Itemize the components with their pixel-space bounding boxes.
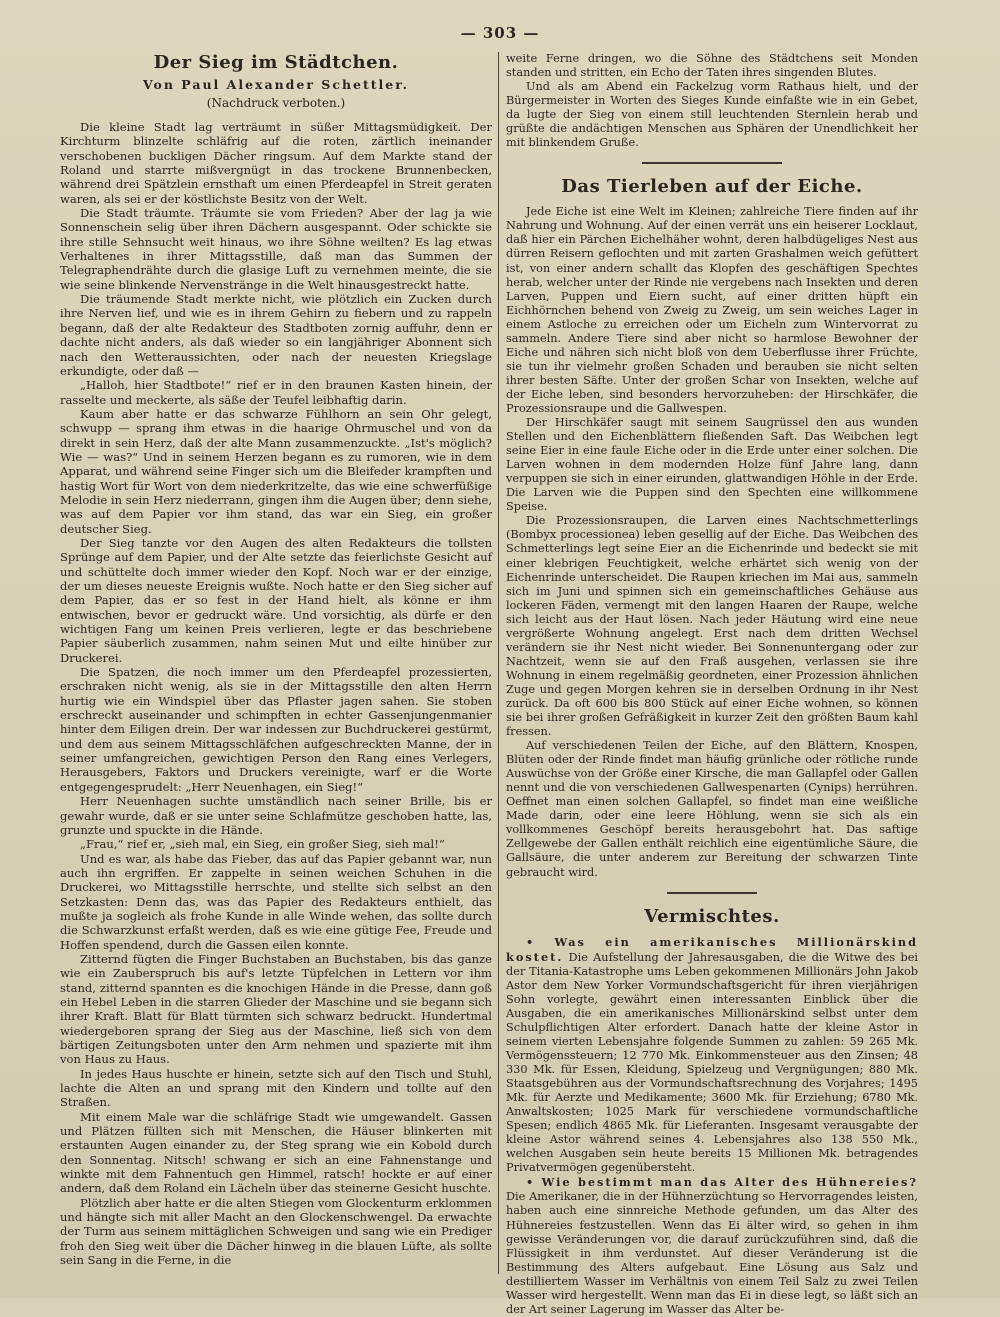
article-byline: Von Paul Alexander Schettler. bbox=[142, 77, 410, 92]
paragraph: Die Spatzen, die noch immer um den Pferdeapfel prozessierten, erschraken nicht wenig, als sie in der Mittagsstille den alten Herrn hurtig wie ein Windspiel über das Pflaster jagen sahen. Sie stoben erschreckt auseinander und schimpften in echter Gassenjungenmanier hinter dem Eiligen drein. Der war indessen zur Buchdruckerei gestürmt, und dem aus seinem Mittagsschläfchen aufgeschreckten Manne, der in seiner umfangreichen, gewichtigen Person den Rang eines Verlegers, Herausgebers, Faktors und Druckers vereinigte, warf er die Worte entgegengesprudelt: „Herr Neuenhagen, ein Sieg!“ bbox=[60, 665, 492, 794]
paragraph: Kaum aber hatte er das schwarze Fühlhorn an sein Ohr gelegt, schwupp — sprang ihm etwas in die haarige Ohrmuschel und von da direkt in sein Herz, daß der alte Mann zusammenzuckte. „Ist's möglich? Wie — was?“ Und in seinem Herzen begann es zu rumoren, wie in dem Apparat, und während seine Finger sich um die Bleifeder krampften und hastig Wort für Wort von dem niederkritzelte, das wie eine schwerfüßige Melodie in sein Herz niederrann, gingen ihm die Augen über; denn siehe, was auf dem Papier vor ihm stand, das war ein Sieg, ein großer deutscher Sieg. bbox=[60, 406, 492, 536]
miscellany-list bbox=[506, 935, 918, 1317]
paragraph: Die kleine Stadt lag verträumt in süßer Mittagsmüdigkeit. Der Kirchturm blinzelte schläfrig auf die roten, zärtlich ineinander verschobenen buckligen Dächer ringsum. Auf dem Markte stand der Roland und starrte mißvergnügt in das trockene Brunnenbecken, während drei Spätzlein ernsthaft um einen Pferdeapfel in Streit geraten waren, als sei er der köstlichste Besitz von der Welt. bbox=[60, 120, 492, 206]
paragraph: Die Stadt träumte. Träumte sie vom Frieden? Aber der lag ja wie Sonnenschein selig über ihren Dächern ausgespannt. Oder schickte sie ihre stille Sehnsucht weit hinaus, wo ihre Söhne weilten? Es lag etwas Verhaltenes in ihrer Mittagsstille, daß man das Summen der Telegraphendrähte durch die glasige Luft zu vernehmen meinte, die sie wie seine blinkende Nervenstränge in die Welt hinausgestreckt hatte. bbox=[60, 206, 492, 292]
article-body bbox=[60, 120, 492, 1268]
paragraph: Plötzlich aber hatte er die alten Stiegen vom Glockenturm erklommen und hängte sich mit aller Macht an den Glockenschwengel. Da erwachte der Turm aus seinem mittäglichen Schweigen und sang wie ein Prediger froh den Sieg weit über die Dächer hinweg in die blauen Lüfte, als sollte sein Sang in die Ferne, in die bbox=[60, 1195, 492, 1268]
column-divider bbox=[498, 52, 499, 1274]
article-body bbox=[506, 205, 918, 879]
page-number: — 303 — bbox=[460, 24, 540, 42]
left-column bbox=[60, 52, 492, 1278]
paragraph: Der Hirschkäfer saugt mit seinem Saugrüssel den aus wunden Stellen und den Eichenblättern fließenden Saft. Das Weibchen legt seine Eier in eine faule Eiche oder in die Erde unter einer solchen. Die Larven wohnen in dem modernden Holze fünf Jahre lang, dann verpuppen sie sich in einer eirunden, glattwandigen Höhle in der Erde. Die Larven wie die Puppen sind den Spechten eine willkommene Speise. bbox=[506, 416, 918, 514]
article-continuation bbox=[506, 52, 918, 150]
paragraph: Die Prozessionsraupen, die Larven eines Nachtschmetterlings (Bombyx processionea) leben gesellig auf der Eiche. Das Weibchen des Schmetterlings legt seine Eier an die Eichenrinde und bedeckt sie mit einer klebrigen Feuchtigkeit, welche erhärtet sich wenig von der Eichenrinde unterscheidet. Die Raupen kriechen im Mai aus, sammeln sich im Juni und spinnen sich ein gemeinschaftliches Gehäuse aus lockeren Fäden, vermengt mit den langen Haaren der Raupe, welche sich leicht aus der Haut lösen. Nach jeder Häutung wird eine neue vergrößerte Wohnung angelegt. Erst nach dem dritten Wechsel verändern sie ihr Nest nicht wieder. Bei Sonnenuntergang oder zur Nachtzeit, wenn sie auf den Fraß ausgehen, verlassen sie ihre Wohnung in einem regelmäßig geordneten, einer Prozession ähnlichen Zuge und gegen Morgen kehren sie in derselben Ordnung in ihr Nest zurück. Da oft 600 bis 800 Stück auf einer Eiche wohnen, so können sie bei ihrer großen Gefräßigkeit in kurzer Zeit den größten Baum kahl fressen. bbox=[506, 514, 918, 739]
paragraph: Der Sieg tanzte vor den Augen des alten Redakteurs die tollsten Sprünge auf dem Papier, und der Alte setzte das feierlichste Gesicht auf und schüttelte doch immer wieder den Kopf. Noch war er der einzige, der um dieses neueste Ereignis wußte. Noch hatte er den Sieg sicher auf dem Papier, das er so fest in der Hand hielt, als könne er ihm entwischen, bevor er gedruckt wäre. Und vorsichtig, als dürfe er den wichtigen Fang um keinen Preis verlieren, legte er das beschriebene Papier säuberlich zusammen, nahm seinen Mut und eilte hinüber zur Druckerei. bbox=[60, 535, 492, 665]
reprint-note: (Nachdruck verboten.) bbox=[206, 96, 346, 110]
article-title: Der Sieg im Städtchen. bbox=[153, 52, 399, 73]
paragraph: Auf verschiedenen Teilen der Eiche, auf den Blättern, Knospen, Blüten oder der Rinde findet man häufig grünliche oder rötliche runde Auswüchse von der Größe einer Kirsche, die man Gallapfel oder Gallen nennt und die von verschiedenen Gallwespenarten (Cynips) herrühren. Oeffnet man einen solchen Gallapfel, so findet man eine weißliche Made darin, oder eine leere Höhlung, wenn sie sich als ein vollkommenes Geschöpf bereits herausgebohrt hat. Das saftige Zellgewebe der Gallen enthält reichlich eine eigentümliche Säure, die Gallsäure, die unter anderem zur Bereitung der schwarzen Tinte gebraucht wird. bbox=[506, 739, 918, 879]
paragraph: Zitternd fügten die Finger Buchstaben an Buchstaben, bis das ganze wie ein Zauberspruch bis auf's letzte Tüpfelchen in Lettern vor ihm stand, zitternd spannten es die knochigen Hände in die Presse, dann goß ein Hebel Leben in die starren Glieder der Maschine und sie begann sich ihrer Kraft. Blatt für Blatt türmten sich schwarz bedruckt. Hundertmal wiedergeboren sprang der Sieg aus der Maschine, ließ sich von dem bärtigen Zeitungsboten unter den Arm nehmen und spazierte mit ihm von Haus zu Haus. bbox=[60, 951, 492, 1067]
paragraph: In jedes Haus huschte er hinein, setzte sich auf den Tisch und Stuhl, lachte die Alten an und sprang mit den Kindern und tollte auf den Straßen. bbox=[60, 1066, 492, 1110]
paragraph: Und als am Abend ein Fackelzug vorm Rathaus hielt, und der Bürgermeister in Worten des Sieges Kunde einfaßte wie in ein Gebet, da lugte der Sieg von einem still leuchtenden Sternlein herab und grüßte die andächtigen Menschen aus Sphären der Unendlichkeit her mit blinkendem Gruße. bbox=[506, 80, 918, 150]
right-column bbox=[506, 52, 918, 1316]
item-heading: • Was ein amerikanisches Millionärskind kostet. bbox=[506, 934, 918, 964]
paragraph: Und es war, als habe das Fieber, das auf das Papier gebannt war, nun auch ihn ergriffen. Er zappelte in seinen weichen Schuhen in die Druckerei, wo Mittagsstille herrschte, und stellte sich selbst an den Setzkasten: Denn das, was das Papier des Redakteurs enthielt, das mußte ja sogleich als frohe Kunde in alle Winde wehen, das sollte durch die Schwarzkunst erfaßt werden, daß es wie eine gütige Fee, Freude und Hoffen spendend, durch die Gassen eilen konnte. bbox=[60, 851, 492, 952]
paragraph: Die träumende Stadt merkte nicht, wie plötzlich ein Zucken durch ihre Nerven lief, und wie es in ihrem Gehirn zu fiebern und zu rappeln begann, daß der alte Redakteur des Stadtboten zornig auffuhr, denn er dachte nicht anders, als daß wieder so ein langjähriger Abonnent sich nach den Wetteraussichten, oder nach der neuesten Kriegslage erkundigte, oder daß — bbox=[60, 292, 492, 378]
paragraph: Jede Eiche ist eine Welt im Kleinen; zahlreiche Tiere finden auf ihr Nahrung und Wohnung. Auf der einen verrät uns ein heiserer Locklaut, daß hier ein Pärchen Eichelhäher wohnt, deren halbdügeliges Nest aus dürren Reisern geflochten und mit zarten Grashalmen weich gefüttert ist, von einer andern schallt das Klopfen des geschäftigen Spechtes herab, welcher unter der Rinde nie vergebens nach Insekten und deren Larven, Puppen und Eiern sucht, auf einer dritten hüpft ein Eichhörnchen behend von Zweig zu Zweig, um sein weiches Lager in einem Astloche zu erreichen oder um Eicheln zum Wintervorrat zu sammeln. Andere Tiere sind aber nicht so harmlose Bewohner der Eiche und nähren sich nicht bloß von dem Ueberflusse ihrer Früchte, sie tun ihr vielmehr großen Schaden und berauben sie nicht selten ihrer besten Säfte. Unter der großen Schar von Insekten, welche auf der Eiche leben, sind besonders hervorzuheben: der Hirschkäfer, die Prozessionsraupe und die Gallwespen. bbox=[506, 205, 918, 415]
paragraph: Herr Neuenhagen suchte umständlich nach seiner Brille, bis er gewahr wurde, daß er sie unter seine Schlafmütze geschoben hatte, las, grunzte und spuckte in die Hände. bbox=[60, 794, 492, 837]
item-text: Die Amerikaner, die in der Hühnerzüchtung so Hervorragendes leisten, haben auch eine sinnreiche Methode gefunden, um das Alter des Hühnereies festzustellen. Wenn das Ei älter wird, so gehen in ihm gewisse Veränderungen vor, die darauf zurückzuführen sind, daß die Flüssigkeit in ihm verdunstet. Auf dieser Veränderung ist die Bestimmung des Alters aufgebaut. Eine Lösung aus Salz und destilliertem Wasser im Verhältnis von einem Teil Salz zu zwei Teilen Wasser wird hergestellt. Wenn man das Ei in diese legt, so läßt sich an der Art seiner Lagerung im Wasser das Alter be- bbox=[506, 1190, 918, 1316]
item-heading: • Wie bestimmt man das Alter des Hühnereies? bbox=[526, 1175, 918, 1190]
article-title: Das Tierleben auf der Eiche. bbox=[561, 176, 863, 198]
item-text: Die Aufstellung der Jahresausgaben, die die Witwe des bei der Titania-Katastrophe ums Leben gekommenen Millionärs John Jakob Astor dem New Yorker Vormundschaftsgericht für ihren vierjährigen Sohn vorlegte, gewährt einen interessanten Einblick über die Ausgaben, die ein amerikanisches Millionärskind selbst unter dem Schulpflichtigen Alter erfordert. Danach hatte der kleine Astor in seinem vierten Lebensjahre folgende Summen zu zahlen: 59 265 Mk. Vermögenssteuern; 12 770 Mk. Einkommensteuer aus den Zinsen; 48 330 Mk. für Essen, Kleidung, Spielzeug und Vergnügungen; 880 Mk. Staatsgebühren aus der Vormundschaftsrechnung des Vorjahres; 1495 Mk. für Aerzte und Medikamente; 3600 Mk. für Erziehung; 6780 Mk. Anwaltskosten; 1025 Mark für verschiedene vormundschaftliche Spesen; endlich 4865 Mk. für Lieferanten. Insgesamt verausgabte der kleine Astor während seines 4. Lebensjahres also 138 550 Mk., welchen Ausgaben sein heute bereits 15 Millionen Mk. betragendes Privatvermögen gegenübersteht. bbox=[506, 950, 918, 1175]
paragraph: „Halloh, hier Stadtbote!“ rief er in den braunen Kasten hinein, der rasselte und meckerte, als säße der Teufel leibhaftig darin. bbox=[60, 378, 492, 407]
list-item bbox=[506, 1175, 918, 1316]
section-divider bbox=[667, 892, 757, 894]
section-title: Vermischtes. bbox=[644, 905, 780, 927]
paragraph: Mit einem Male war die schläfrige Stadt wie umgewandelt. Gassen und Plätzen füllten sich mit Menschen, die Häuser blinkerten mit erstaunten Augen einander zu, der Steg sprang wie ein Kobold durch den Sonnentag. Nitsch! schwang er sich an eine Fahnenstange und winkte mit dem Fahnentuch gen Himmel, ratsch! hockte er auf einer andern, daß dem Roland ein Lächeln über das steinerne Gesicht huschte. bbox=[60, 1109, 492, 1196]
paragraph: weite Ferne dringen, wo die Söhne des Städtchens seit Monden standen und stritten, ein Echo der Taten ihres singenden Blutes. bbox=[506, 52, 918, 80]
section-divider bbox=[642, 162, 782, 164]
list-item bbox=[506, 935, 918, 1176]
paragraph: „Frau,“ rief er, „sieh mal, ein Sieg, ein großer Sieg, sieh mal!“ bbox=[80, 837, 445, 852]
